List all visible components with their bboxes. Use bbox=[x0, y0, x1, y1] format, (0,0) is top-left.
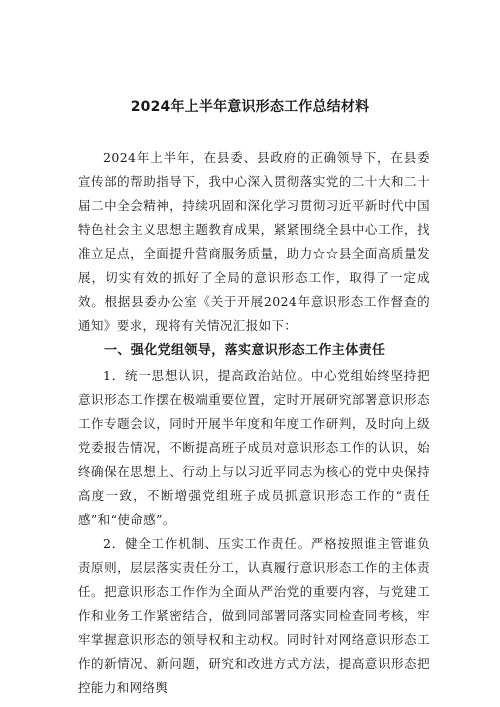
document-body bbox=[78, 146, 430, 700]
list-item: 2．健全工作机制、压实工作责任。严格按照谁主管谁负责原则，层层落实责任分工，认真履行意识形态工作的主体责任。把意识形态工作作为全面从严治党的重要内容，与党建工作和业务工作紧密结合，做到同部署同落实同检查同考核，牢牢掌握意识形态的领导权和主动权。同时针对网络意识形态工作的新情况、新问题，研究和改进方式方法，提高意识形态把控能力和网络舆 bbox=[78, 536, 430, 695]
section-heading: 一、强化党组领导，落实意识形态工作主体责任 bbox=[104, 343, 386, 358]
list-item: 1．统一思想认识，提高政治站位。中心党组始终坚持把意识形态工作摆在极端重要位置，定时开展研究部署意识形态工作专题会议，同时开展半年度和年度工作研判，及时向上级党委报告情况，不断提高班子成员对意识形态工作的认识，始终确保在思想上、行动上与以习近平同志为核心的党中央保持高度一致，不断增强党组班子成员抓意识形态工作的“责任感”和“使命感”。 bbox=[78, 368, 430, 527]
intro-paragraph: 2024年上半年，在县委、县政府的正确领导下，在县委宣传部的帮助指导下，我中心深入贯彻落实党的二十大和二十届二中全会精神，持续巩固和深化学习贯彻习近平新时代中国特色社会主义思想主题教育成果，紧紧围绕全县中心工作，找准立足点，全面提升营商服务质量，助力☆☆县全面高质量发展，切实有效的抓好了全局的意识形态工作，取得了一定成效。根据县委办公室《关于开展2024年意识形态工作督查的通知》要求，现将有关情况汇报如下： bbox=[78, 150, 430, 333]
document-title: 2024年上半年意识形态工作总结材料 bbox=[130, 99, 370, 115]
